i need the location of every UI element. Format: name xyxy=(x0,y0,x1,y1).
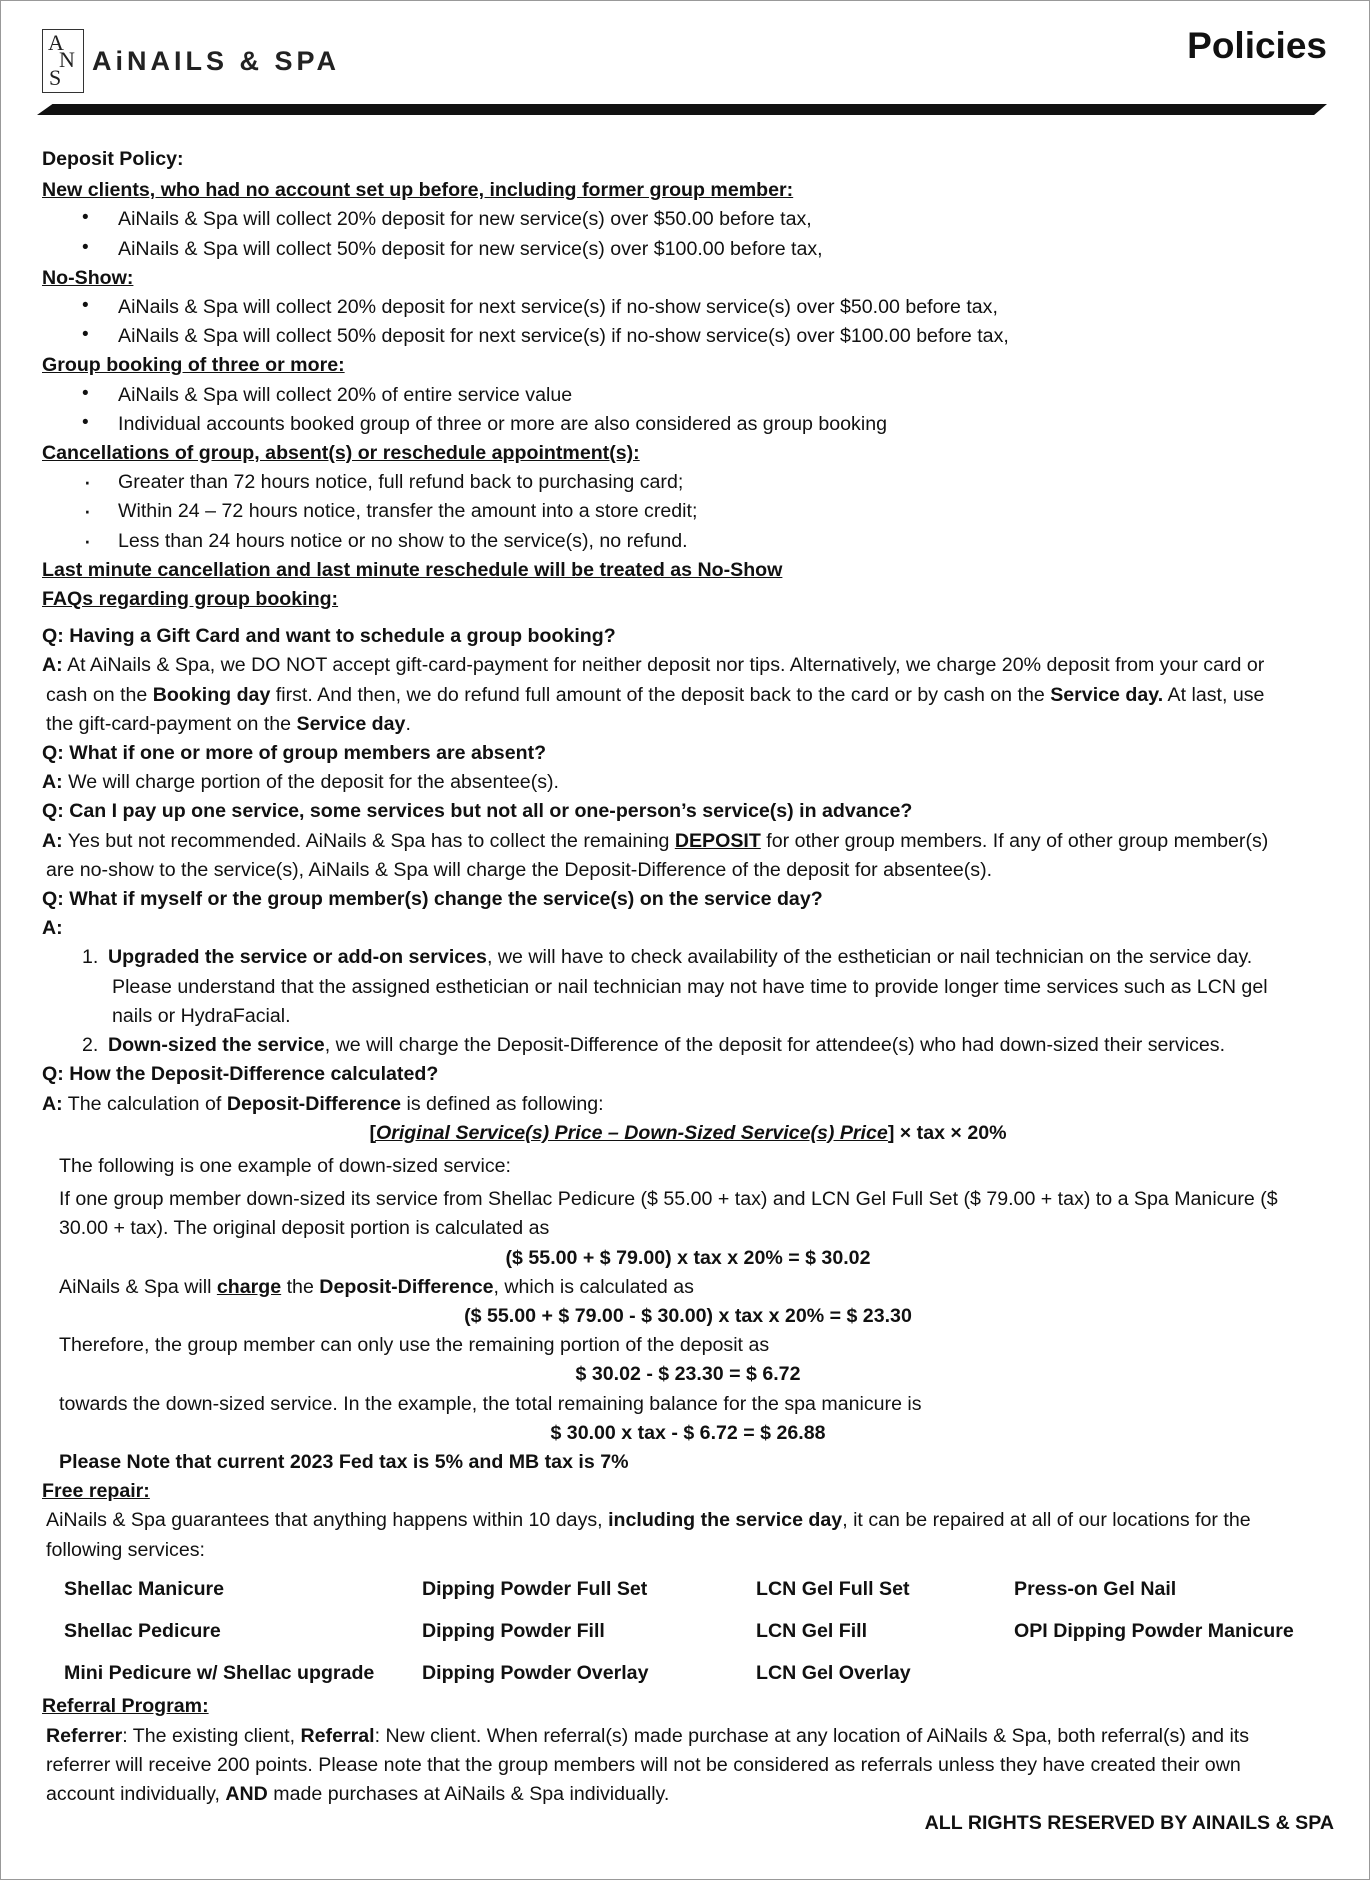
deposit-difference-term: Deposit-Difference xyxy=(226,1092,402,1115)
header-divider xyxy=(37,104,1327,115)
formula-bracket: [ xyxy=(369,1121,376,1144)
item-number: 2. xyxy=(82,1034,99,1057)
cancellations-heading: Cancellations of group, absent(s) or reschedule appointment(s): xyxy=(42,442,640,465)
example-line: Therefore, the group member can only use the remaining portion of the deposit as xyxy=(59,1334,770,1357)
brand-logo xyxy=(42,29,340,93)
numbered-item-1-cont: nails or HydraFacial. xyxy=(112,1004,291,1027)
formula-rest: ] × tax × 20% xyxy=(887,1121,1007,1144)
deposit-difference-formula xyxy=(42,1119,1334,1148)
answer-text: Yes but not recommended. AiNails & Spa has to collect the remaining xyxy=(67,829,675,852)
example-line: 30.00 + tax). The original deposit portion is calculated as xyxy=(59,1217,550,1240)
answer-text: At last, use xyxy=(1163,683,1265,706)
free-repair-text-2: following services: xyxy=(46,1538,205,1561)
referral-text-part: : New client. When referral(s) made purchase at any location of AiNails & Spa, both referral(s) and its xyxy=(374,1724,1250,1747)
free-repair-text xyxy=(42,1506,1334,1535)
and-emphasis: AND xyxy=(225,1782,268,1805)
repair-text: AiNails & Spa guarantees that anything happens within 10 days, xyxy=(46,1509,609,1532)
calculation-remaining-balance: $ 30.00 x tax - $ 6.72 = $ 26.88 xyxy=(550,1421,826,1444)
calculation-remaining-deposit: $ 30.02 - $ 23.30 = $ 6.72 xyxy=(575,1363,801,1386)
policy-content xyxy=(42,145,1334,1838)
answer-label: A: xyxy=(42,1092,63,1115)
faq-answer-1-line-2 xyxy=(42,681,1334,710)
numbered-item-1 xyxy=(42,943,1334,972)
formula-inner: Original Service(s) Price – Down-Sized Service(s) Price xyxy=(375,1121,888,1144)
faq-answer-2 xyxy=(42,768,1334,797)
service-item: Shellac Manicure xyxy=(64,1577,225,1600)
referral-heading: Referral Program: xyxy=(42,1695,209,1718)
answer-label: A: xyxy=(42,654,63,677)
item-emphasis: Upgraded the service or add-on services xyxy=(108,946,487,969)
referral-text-part: : The existing client, xyxy=(122,1724,301,1747)
example-line: If one group member down-sized its service from Shellac Pedicure ($ 55.00 + tax) and LCN Gel Full Set ($ 79.00 + tax) to a Spa Manicure ($ xyxy=(59,1188,1278,1211)
list-item: • AiNails & Spa will collect 20% deposit for next service(s) if no-show service(s) over $50.00 before tax, xyxy=(42,293,1334,322)
numbered-item-1-cont: Please understand that the assigned esthetician or nail technician may not have time to provide longer time services such as LCN gel xyxy=(112,975,1268,998)
faq-answer-3 xyxy=(42,827,1334,856)
service-item: Press-on Gel Nail xyxy=(1014,1577,1177,1600)
group-booking-heading: Group booking of three or more: xyxy=(42,354,345,377)
answer-label: A: xyxy=(42,829,63,852)
example-text: AiNails & Spa will xyxy=(59,1275,217,1298)
answer-text: At AiNails & Spa, we DO NOT accept gift-card-payment for neither deposit nor tips. Alternatively, we charge 20% deposit from your card or xyxy=(67,654,1265,677)
booking-day-text: Booking day xyxy=(152,683,271,706)
list-item: • AiNails & Spa will collect 20% deposit for new service(s) over $50.00 before tax, xyxy=(42,205,1334,234)
example-line xyxy=(42,1273,1334,1302)
calculation-deposit-difference: ($ 55.00 + $ 79.00 - $ 30.00) x tax x 20% = $ 23.30 xyxy=(464,1304,912,1327)
item-number: 1. xyxy=(82,946,99,969)
calculation-original-deposit: ($ 55.00 + $ 79.00) x tax x 20% = $ 30.02 xyxy=(505,1246,871,1269)
example-text: , which is calculated as xyxy=(493,1275,694,1298)
answer-text: is defined as following: xyxy=(401,1092,604,1115)
logo-monogram xyxy=(42,29,84,93)
faq-question-2: Q: What if one or more of group members are absent? xyxy=(42,742,547,765)
list-item: · Greater than 72 hours notice, full refund back to purchasing card; xyxy=(42,468,1334,497)
faq-heading: FAQs regarding group booking: xyxy=(42,588,339,611)
item-text: , we will have to check availability of the esthetician or nail technician on the service day. xyxy=(486,946,1253,969)
answer-text: first. And then, we do refund full amount of the deposit back to the card or by cash on the xyxy=(270,683,1051,706)
answer-text: cash on the xyxy=(46,683,153,706)
item-emphasis: Down-sized the service xyxy=(108,1034,325,1057)
example-text: the xyxy=(281,1275,320,1298)
answer-label: A: xyxy=(42,917,63,940)
list-item: • AiNails & Spa will collect 50% deposit for next service(s) if no-show service(s) over $100.00 before tax, xyxy=(42,322,1334,351)
new-clients-heading: New clients, who had no account set up before, including former group member: xyxy=(42,179,794,202)
referrer-term: Referrer xyxy=(46,1724,123,1747)
repair-services-grid xyxy=(42,1575,1334,1689)
logo-letter-n: N xyxy=(59,47,75,72)
referral-text-part: account individually, xyxy=(46,1782,226,1805)
free-repair-heading: Free repair: xyxy=(42,1480,150,1503)
service-day-text: Service day xyxy=(296,712,406,735)
tax-note: Please Note that current 2023 Fed tax is 5% and MB tax is 7% xyxy=(59,1450,629,1473)
list-item: • AiNails & Spa will collect 50% deposit for new service(s) over $100.00 before tax, xyxy=(42,235,1334,264)
list-item: · Within 24 – 72 hours notice, transfer the amount into a store credit; xyxy=(42,497,1334,526)
answer-text: The calculation of xyxy=(67,1092,227,1115)
referral-text-2: referrer will receive 200 points. Please note that the group members will not be considered as referrals unless they have created their own xyxy=(46,1753,1241,1776)
logo-letter-a: A xyxy=(48,30,64,55)
list-item: · Less than 24 hours notice or no show to the service(s), no refund. xyxy=(42,527,1334,556)
service-item: Mini Pedicure w/ Shellac upgrade xyxy=(64,1662,375,1685)
numbered-item-2 xyxy=(42,1031,1334,1060)
service-item: LCN Gel Full Set xyxy=(756,1577,910,1600)
service-item: LCN Gel Overlay xyxy=(756,1662,911,1685)
no-show-heading: No-Show: xyxy=(42,266,134,289)
page-title: Policies xyxy=(1187,25,1327,66)
list-item: • Individual accounts booked group of three or more are also considered as group booking xyxy=(42,410,1334,439)
faq-question-1: Q: Having a Gift Card and want to schedule a group booking? xyxy=(42,625,616,648)
example-line: towards the down-sized service. In the example, the total remaining balance for the spa manicure is xyxy=(59,1392,922,1415)
service-item: Dipping Powder Overlay xyxy=(422,1662,649,1685)
faq-question-4: Q: What if myself or the group member(s) change the service(s) on the service day? xyxy=(42,888,823,911)
deposit-emphasis: DEPOSIT xyxy=(674,829,761,852)
repair-text: , it can be repaired at all of our locations for the xyxy=(842,1509,1251,1532)
item-text: , we will charge the Deposit-Difference of the deposit for attendee(s) who had down-sized their services. xyxy=(324,1034,1226,1057)
service-item: Shellac Pedicure xyxy=(64,1619,221,1642)
answer-text: We will charge portion of the deposit for the absentee(s). xyxy=(68,771,559,794)
referral-text xyxy=(42,1722,1334,1751)
list-item: • AiNails & Spa will collect 20% of entire service value xyxy=(42,381,1334,410)
faq-answer-5 xyxy=(42,1090,1334,1119)
referral-term: Referral xyxy=(300,1724,375,1747)
service-item: LCN Gel Fill xyxy=(756,1619,868,1642)
answer-text: . xyxy=(405,712,411,735)
service-item: Dipping Powder Fill xyxy=(422,1619,605,1642)
referral-text-part: made purchases at AiNails & Spa individually. xyxy=(267,1782,670,1805)
faq-answer-3-line-2: are no-show to the service(s), AiNails & Spa will charge the Deposit-Difference of the deposit for absentee(s). xyxy=(46,858,993,881)
last-minute-note: Last minute cancellation and last minute reschedule will be treated as No-Show xyxy=(42,558,783,581)
referral-text-3 xyxy=(42,1780,1334,1809)
faq-question-5: Q: How the Deposit-Difference calculated? xyxy=(42,1063,439,1086)
service-day-text: Service day. xyxy=(1050,683,1164,706)
answer-text: for other group members. If any of other group member(s) xyxy=(760,829,1269,852)
faq-answer-1 xyxy=(42,651,1334,680)
answer-text: the gift-card-payment on the xyxy=(46,712,297,735)
service-item: OPI Dipping Powder Manicure xyxy=(1014,1619,1294,1642)
deposit-policy-title: Deposit Policy: xyxy=(42,148,184,170)
charge-emphasis: charge xyxy=(216,1275,282,1298)
faq-question-3: Q: Can I pay up one service, some services but not all or one-person’s service(s) in advance? xyxy=(42,800,913,823)
answer-label: A: xyxy=(42,771,63,794)
logo-letter-s: S xyxy=(49,65,62,90)
brand-name: AiNAILS & SPA xyxy=(92,45,341,76)
service-item: Dipping Powder Full Set xyxy=(422,1577,648,1600)
deposit-difference-term: Deposit-Difference xyxy=(319,1275,494,1298)
example-intro: The following is one example of down-sized service: xyxy=(59,1154,511,1177)
repair-emphasis: including the service day xyxy=(608,1509,843,1532)
footer-rights: ALL RIGHTS RESERVED BY AINAILS & SPA xyxy=(924,1812,1334,1835)
faq-answer-1-line-3 xyxy=(42,710,1334,739)
